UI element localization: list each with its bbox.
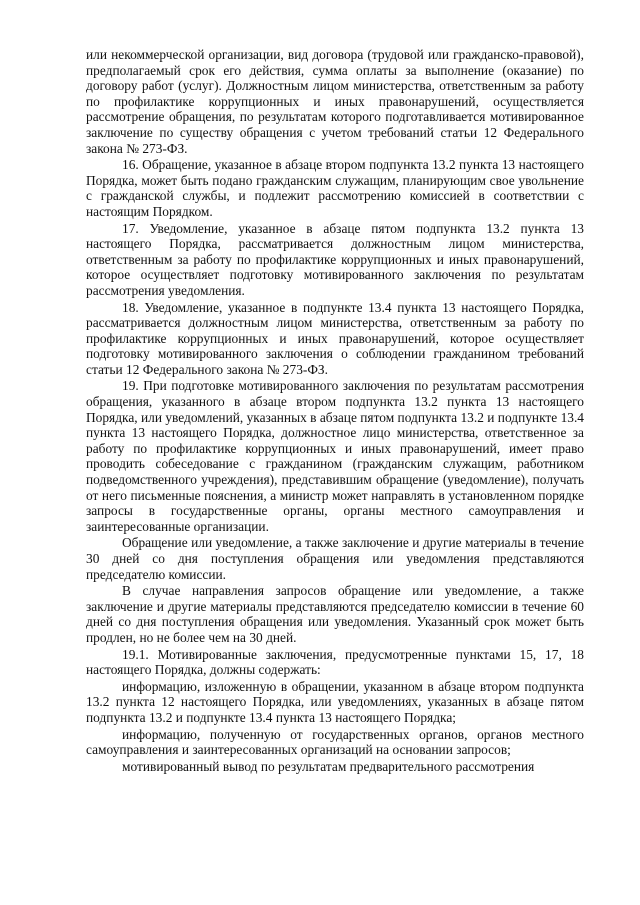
paragraph-item-18: 18. Уведомление, указанное в подпункте 13.4 пункта 13 настоящего Порядка, рассматривается должностным лицом министерства, ответственным за работу по профилактике коррупционных и иных правонарушений, которое осуществляет подготовку мотивированного заключения о соблюдении гражданином требований статьи 12 Федерального закона № 273-ФЗ.: [86, 299, 584, 377]
paragraph-item-19-1: 19.1. Мотивированные заключения, предусмотренные пунктами 15, 17, 18 настоящего Порядка, должны содержать:: [86, 646, 584, 678]
paragraph-item-16: 16. Обращение, указанное в абзаце втором подпункта 13.2 пункта 13 настоящего Порядка, может быть подано гражданским служащим, планирующим свое увольнение с гражданской службы, и подлежит рассмотрению комиссией в соответствии с настоящим Порядком.: [86, 157, 584, 219]
paragraph-item-17: 17. Уведомление, указанное в абзаце пятом подпункта 13.2 пункта 13 настоящего Порядка, рассматривается должностным лицом министерства, ответственным за работу по профилактике коррупционных и иных правонарушений, которое осуществляет подготовку мотивированного заключения по результатам рассмотрения уведомления.: [86, 220, 584, 298]
paragraph-list-item: информацию, полученную от государственных органов, органов местного самоуправления и заинтересованных организаций на основании запросов;: [86, 726, 584, 758]
paragraph-deadline-30-days: Обращение или уведомление, а также заключение и другие материалы в течение 30 дней со дня поступления обращения или уведомления представляются председателю комиссии.: [86, 535, 584, 582]
paragraph-item-19: 19. При подготовке мотивированного заключения по результатам рассмотрения обращения, указанного в абзаце втором подпункта 13.2 пункта 13 настоящего Порядка, или уведомлений, указанных в абзаце пятом подпункта 13.2 и подпункте 13.4 пункта 13 настоящего Порядка, должностное лицо министерства, ответственное за работу по профилактике коррупционных и иных правонарушений, имеет право проводить собеседование с гражданином (гражданским служащим, работником подведомственного учреждения), представившим обращение (уведомление), получать от него письменные пояснения, а министр может направлять в установленном порядке запросы в государственные органы, органы местного самоуправления и заинтересованные организации.: [86, 378, 584, 534]
paragraph-continuation: или некоммерческой организации, вид договора (трудовой или гражданско-правовой), предполагаемый срок его действия, сумма оплаты за выполнение (оказание) по договору работ (услуг). Должностным лицом министерства, ответственным за работу по профилактике коррупционных и иных правонарушений, осуществляется рассмотрение обращения, по результатам которого подготавливается мотивированное заключение по существу обращения с учетом требований статьи 12 Федерального закона № 273-ФЗ.: [86, 47, 584, 156]
paragraph-list-item: информацию, изложенную в обращении, указанном в абзаце втором подпункта 13.2 пункта 12 настоящего Порядка, или уведомлениях, указанных в абзаце пятом подпункта 13.2 и подпункте 13.4 пункта 13 настоящего Порядка;: [86, 678, 584, 725]
paragraph-list-item: мотивированный вывод по результатам предварительного рассмотрения: [122, 758, 535, 774]
paragraph-deadline-60-days: В случае направления запросов обращение или уведомление, а также заключение и другие материалы представляются председателю комиссии в течение 60 дней со дня поступления обращения или уведомления. Указанный срок может быть продлен, но не более чем на 30 дней.: [86, 583, 584, 645]
